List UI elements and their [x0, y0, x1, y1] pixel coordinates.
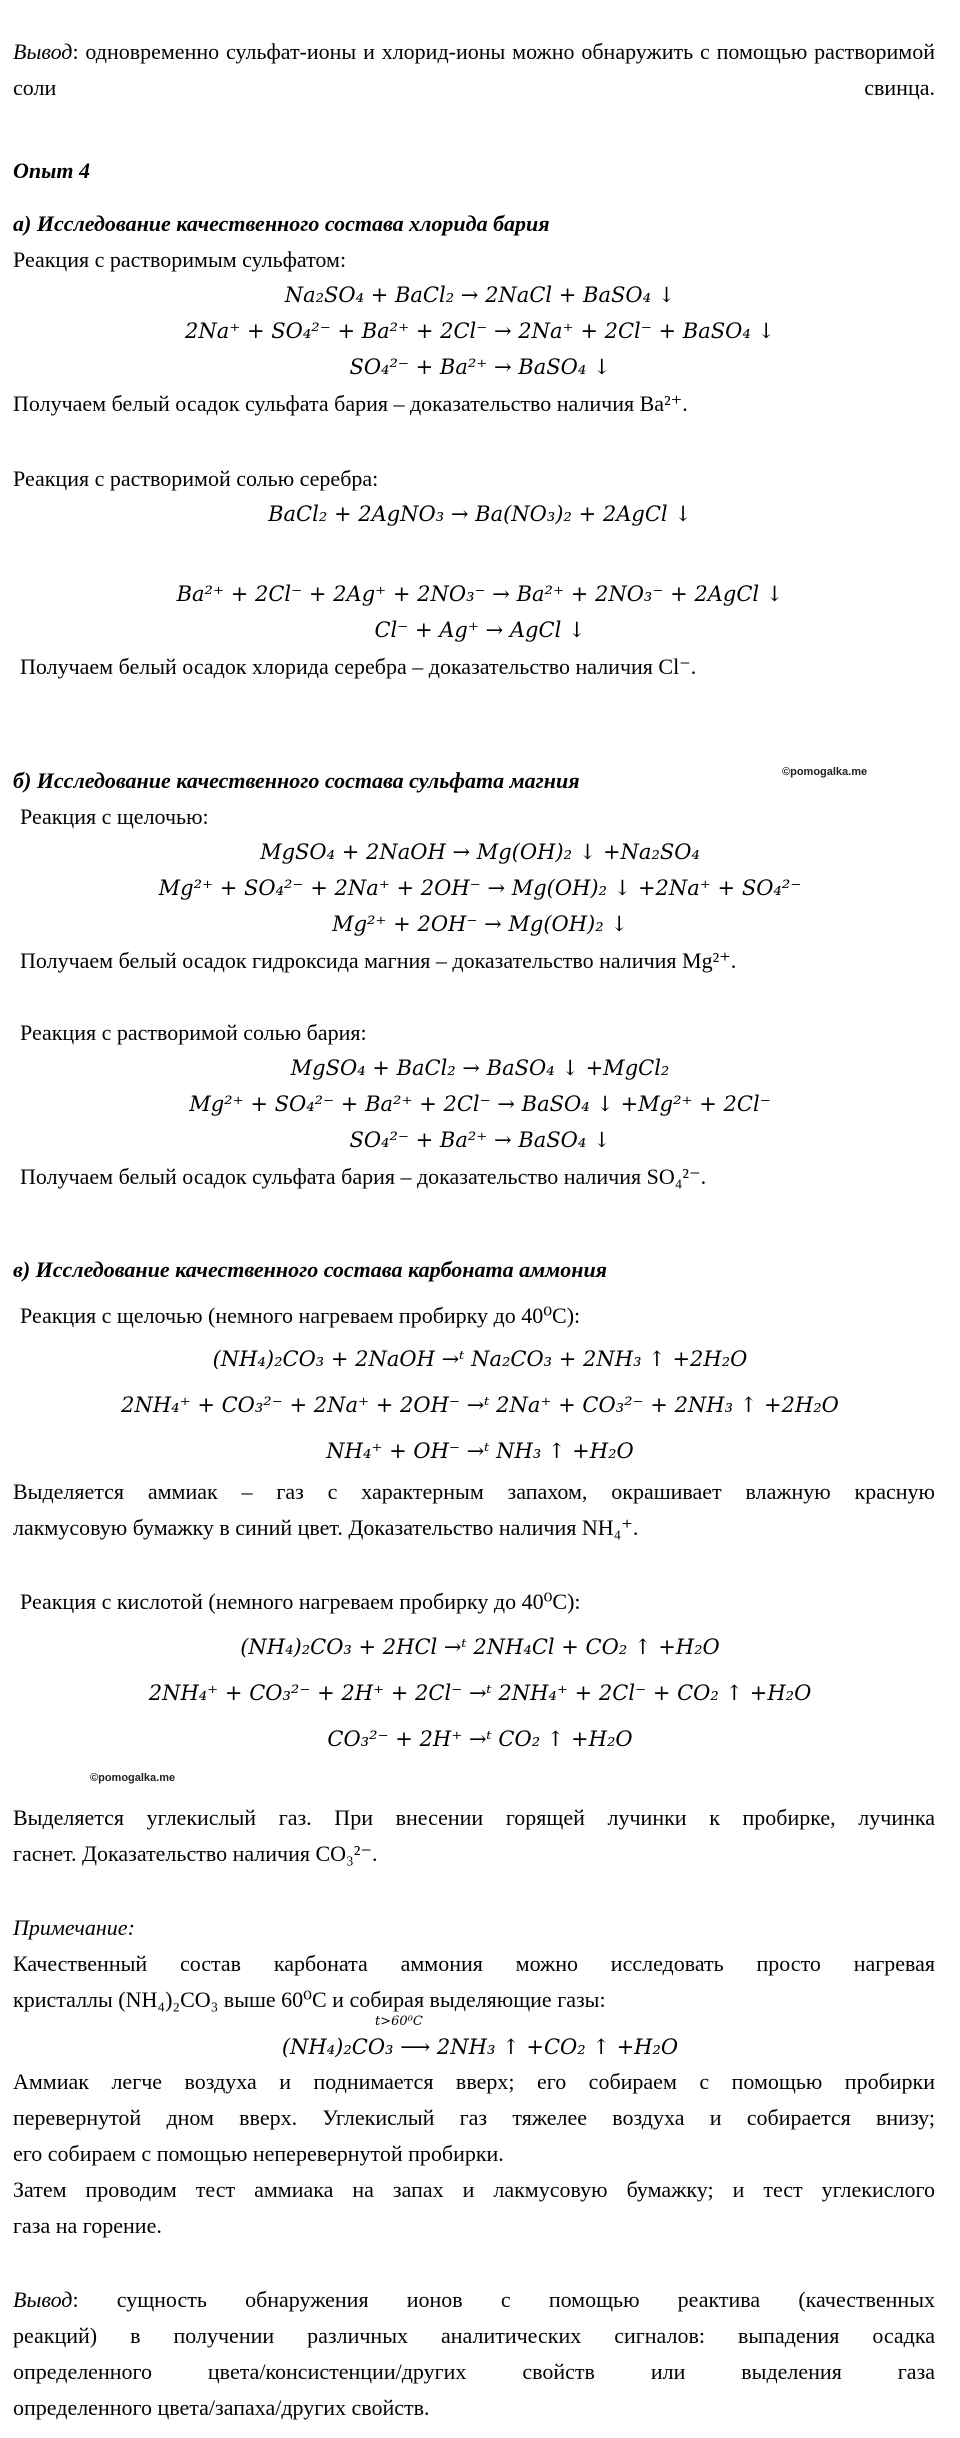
section-c-eq-4: (NH₄)₂CO₃ + 2HCl →ᵗ 2NH₄Cl + CO₂ ↑ +H₂O [240, 1635, 720, 1659]
section-c-reaction-1-intro: Реакция с щелочью (немного нагреваем пробирку до 40⁰С): [20, 1303, 581, 1328]
section-c-result-2-line-1: Выделяется углекислый газ. При внесении горящей лучинки к пробирке, лучинка [13, 1805, 935, 1830]
section-c-reaction-2-intro: Реакция с кислотой (немного нагреваем пробирку до 40⁰С): [20, 1589, 581, 1614]
conclusion-1-line-1: Вывод: одновременно сульфат-ионы и хлорид-ионы можно обнаружить с помощью растворимой соли свинца. [13, 39, 935, 100]
section-c-result-2-line-2: гаснет. Доказательство наличия CO₃²⁻. [13, 1841, 378, 1866]
section-b-eq-2: Mg²⁺ + SO₄²⁻ + 2Na⁺ + 2OH⁻ → Mg(OH)₂ ↓ +2Na⁺ + SO₄²⁻ [158, 876, 802, 900]
section-a-eq-3: SO₄²⁻ + Ba²⁺ → BaSO₄ ↓ [349, 355, 611, 379]
section-c-eq-2: 2NH₄⁺ + CO₃²⁻ + 2Na⁺ + 2OH⁻ →ᵗ 2Na⁺ + CO₃²⁻ + 2NH₃ ↑ +2H₂O [121, 1393, 839, 1417]
section-c-eq-1: (NH₄)₂CO₃ + 2NaOH →ᵗ Na₂CO₃ + 2NH₃ ↑ +2H₂O [212, 1347, 748, 1371]
section-a-eq-4: BaCl₂ + 2AgNO₃ → Ba(NO₃)₂ + 2AgCl ↓ [268, 502, 692, 526]
note-equation: (NH₄)₂CO₃ ⟶ 2NH₃ ↑ +CO₂ ↑ +H₂O [281, 2035, 679, 2059]
watermark-1: ©pomogalka.me [782, 766, 868, 778]
section-a-result-2: Получаем белый осадок хлорида серебра – доказательство наличия Cl⁻. [20, 654, 697, 679]
section-b-title: б) Исследование качественного состава сульфата магния [13, 768, 580, 793]
section-b-eq-3: Mg²⁺ + 2OH⁻ → Mg(OH)₂ ↓ [332, 912, 628, 936]
section-a-eq-1: Na₂SO₄ + BaCl₂ → 2NaCl + BaSO₄ ↓ [284, 283, 676, 307]
section-a-reaction-2-intro: Реакция с растворимой солью серебра: [13, 466, 379, 491]
section-a-eq-6: Cl⁻ + Ag⁺ → AgCl ↓ [374, 618, 586, 642]
section-b-eq-1: MgSO₄ + 2NaOH → Mg(OH)₂ ↓ +Na₂SO₄ [260, 840, 700, 864]
experiment-heading: Опыт 4 [13, 158, 90, 183]
section-b-eq-4: MgSO₄ + BaCl₂ → BaSO₄ ↓ +MgCl₂ [290, 1056, 670, 1080]
section-b-result-1: Получаем белый осадок гидроксида магния – доказательство наличия Mg²⁺. [20, 948, 737, 973]
note-line-3: Аммиак легче воздуха и поднимается вверх; его собираем с помощью пробирки [13, 2069, 935, 2094]
conclusion-2-line-4: определенного цвета/запаха/других свойств. [13, 2395, 430, 2420]
section-c-result-1-line-2: лакмусовую бумажку в синий цвет. Доказательство наличия NH₄⁺. [13, 1515, 639, 1540]
section-a-eq-2: 2Na⁺ + SO₄²⁻ + Ba²⁺ + 2Cl⁻ → 2Na⁺ + 2Cl⁻ + BaSO₄ ↓ [184, 319, 776, 343]
section-c-eq-3: NH₄⁺ + OH⁻ →ᵗ NH₃ ↑ +H₂O [326, 1439, 634, 1463]
section-a-result-1: Получаем белый осадок сульфата бария – доказательство наличия Ba²⁺. [13, 391, 688, 416]
conclusion-2-line-3: определенного цвета/консистенции/других свойств или выделения газа [13, 2359, 935, 2384]
watermark-2: ©pomogalka.me [90, 1772, 176, 1784]
section-a-reaction-1-intro: Реакция с растворимым сульфатом: [13, 247, 347, 272]
note-line-6: Затем проводим тест аммиака на запах и лакмусовую бумажку; и тест углекислого [13, 2177, 935, 2202]
section-a-title: а) Исследование качественного состава хлорида бария [13, 211, 550, 236]
section-c-title: в) Исследование качественного состава карбоната аммония [13, 1257, 608, 1282]
section-b-reaction-2-intro: Реакция с растворимой солью бария: [20, 1020, 367, 1045]
note-label: Примечание: [13, 1915, 135, 1940]
section-c-eq-6: CO₃²⁻ + 2H⁺ →ᵗ CO₂ ↑ +H₂O [327, 1727, 633, 1751]
note-line-4: перевернутой дном вверх. Углекислый газ тяжелее воздуха и собирается внизу; [13, 2105, 935, 2130]
section-b-eq-6: SO₄²⁻ + Ba²⁺ → BaSO₄ ↓ [349, 1128, 611, 1152]
note-line-2: кристаллы (NH₄)₂CO₃ выше 60⁰С и собирая выделяющие газы: [13, 1987, 606, 2012]
note-line-5: его собираем с помощью неперевернутой пробирки. [13, 2141, 504, 2166]
section-a-eq-5: Ba²⁺ + 2Cl⁻ + 2Ag⁺ + 2NO₃⁻ → Ba²⁺ + 2NO₃⁻ + 2AgCl ↓ [176, 582, 784, 606]
note-equation-condition: t>60⁰C [375, 2014, 423, 2029]
conclusion-1-text: : одновременно сульфат-ионы и хлорид-ионы можно обнаружить с помощью растворимой соли свинца. [13, 39, 935, 100]
section-c-result-1-line-1: Выделяется аммиак – газ с характерным запахом, окрашивает влажную красную [13, 1479, 935, 1504]
conclusion-2-line-1: Вывод: сущность обнаружения ионов с помощью реактива (качественных [13, 2287, 935, 2312]
section-b-reaction-1-intro: Реакция с щелочью: [20, 804, 209, 829]
conclusion-2-line-2: реакций) в получении различных аналитических сигналов: выпадения осадка [13, 2323, 935, 2348]
section-b-eq-5: Mg²⁺ + SO₄²⁻ + Ba²⁺ + 2Cl⁻ → BaSO₄ ↓ +Mg²⁺ + 2Cl⁻ [189, 1092, 771, 1116]
note-line-1: Качественный состав карбоната аммония можно исследовать просто нагревая [13, 1951, 935, 1976]
section-b-result-2: Получаем белый осадок сульфата бария – доказательство наличия SO₄²⁻. [20, 1164, 707, 1189]
section-c-eq-5: 2NH₄⁺ + CO₃²⁻ + 2H⁺ + 2Cl⁻ →ᵗ 2NH₄⁺ + 2Cl⁻ + CO₂ ↑ +H₂O [148, 1681, 812, 1705]
note-line-7: газа на горение. [13, 2213, 162, 2238]
